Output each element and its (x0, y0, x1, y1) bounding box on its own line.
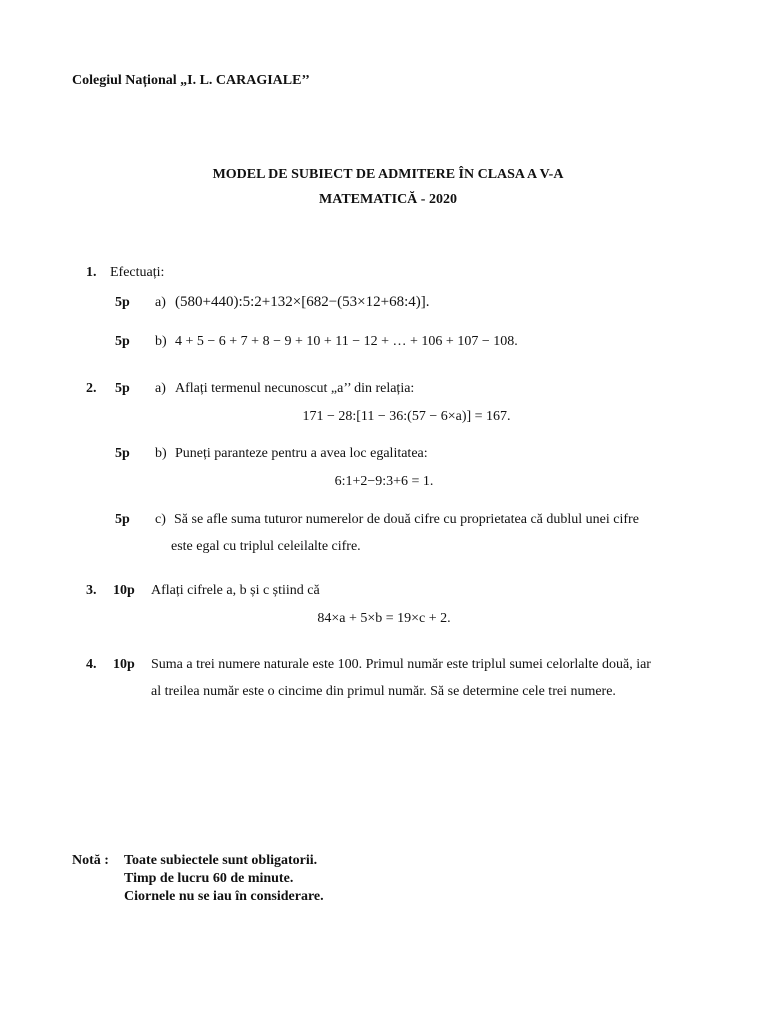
note-line: Timp de lucru 60 de minute. (124, 871, 294, 886)
equation: 6:1+2−9:3+6 = 1. (334, 474, 434, 489)
note-line: Toate subiectele sunt obligatorii. (124, 853, 318, 868)
subpoint-label: b) (155, 334, 167, 349)
expression-text: 4 + 5 − 6 + 7 + 8 − 9 + 10 + 11 − 12 + … + 106 + 107 − 108. (175, 334, 518, 349)
problem-text: Aflați termenul necunoscut „a’’ din relația: (175, 381, 415, 396)
note-line: Ciornele nu se iau în considerare. (124, 889, 324, 904)
problem-text-continued: al treilea număr este o cincime din primul număr. Să se determine cele trei numere. (151, 684, 616, 699)
problem-number: 2. (86, 381, 97, 396)
points-label: 10p (113, 583, 135, 598)
subpoint-label: a) (155, 295, 166, 310)
problem-intro: Efectuați: (110, 265, 165, 280)
equation: 84×a + 5×b = 19×c + 2. (317, 611, 451, 626)
points-label: 5p (115, 381, 130, 396)
points-label: 5p (115, 512, 130, 527)
subpoint-label: b) (155, 446, 167, 461)
problem-number: 1. (86, 265, 97, 280)
problem-text: Aflați cifrele a, b și c știind că (151, 583, 320, 598)
problem-text: Să se afle suma tuturor numerelor de două cifre cu proprietatea că dublul unei cifre (174, 512, 639, 527)
school-name: Colegiul Național „I. L. CARAGIALE’’ (72, 73, 310, 88)
points-label: 5p (115, 334, 130, 349)
exam-subtitle: MATEMATICĂ - 2020 (319, 192, 457, 207)
points-label: 5p (115, 446, 130, 461)
problem-number: 3. (86, 583, 97, 598)
problem-text-continued: este egal cu triplul celeilalte cifre. (171, 539, 361, 554)
subpoint-label: a) (155, 381, 166, 396)
note-label: Notă : (72, 853, 109, 868)
points-label: 5p (115, 295, 130, 310)
equation: 171 − 28:[11 − 36:(57 − 6×a)] = 167. (302, 409, 511, 424)
exam-title: MODEL DE SUBIECT DE ADMITERE ÎN CLASA A V-A (212, 167, 564, 182)
points-label: 10p (113, 657, 135, 672)
subpoint-label: c) (155, 512, 166, 527)
problem-text: Suma a trei numere naturale este 100. Primul număr este triplul sumei celorlalte două, iar (151, 657, 651, 672)
problem-text: Puneți paranteze pentru a avea loc egalitatea: (175, 446, 428, 461)
problem-number: 4. (86, 657, 97, 672)
expression-text: (580+440):5:2+132×[682−(53×12+68:4)]. (175, 294, 430, 310)
